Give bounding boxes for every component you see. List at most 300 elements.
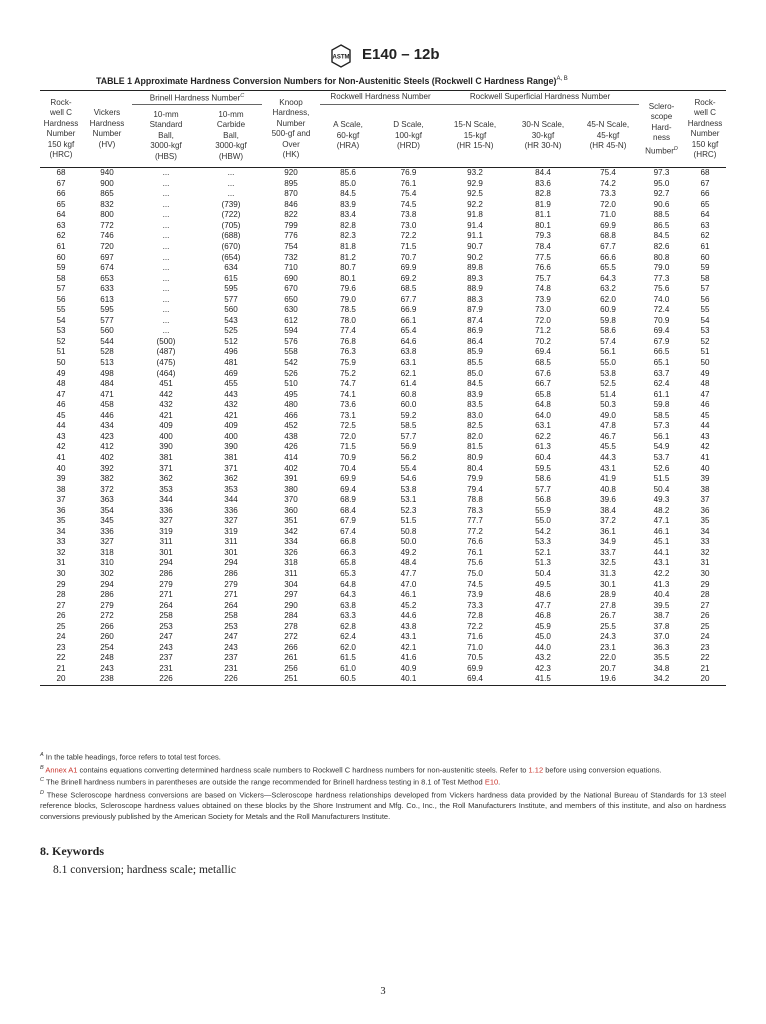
table-cell: 53.8	[400, 484, 417, 494]
table-cell: 65.4	[400, 326, 417, 336]
table-row	[40, 601, 726, 612]
table-cell: 304	[284, 579, 298, 589]
table-cell: 62.2	[535, 431, 551, 441]
table-cell: 78.3	[467, 505, 483, 515]
table-cell: 75.9	[340, 358, 356, 368]
table-cell: 345	[100, 516, 114, 526]
table-cell: 87.4	[467, 315, 483, 325]
table-cell: 70.9	[340, 452, 356, 462]
table-cell: 371	[159, 463, 173, 473]
table-cell: 47.1	[653, 516, 670, 526]
table-cell: 46	[700, 400, 710, 410]
table-cell: 832	[100, 199, 114, 209]
table-cell: 258	[159, 611, 173, 621]
table-cell: 76.1	[400, 178, 417, 188]
table-cell: 57	[56, 284, 66, 294]
table-cell: 264	[159, 600, 173, 610]
table-cell: 91.1	[467, 231, 483, 241]
table-cell: 920	[284, 168, 298, 178]
table-cell: 31	[56, 558, 66, 568]
table-cell: 66.7	[535, 379, 551, 389]
table-cell: 79.0	[340, 294, 356, 304]
table-cell: 21	[56, 663, 66, 673]
table-cell: 390	[159, 442, 173, 452]
table-cell: 290	[284, 600, 298, 610]
table-cell: 41.6	[400, 653, 417, 663]
table-cell: 52.5	[600, 379, 616, 389]
table-cell: 30.1	[600, 579, 616, 589]
table-row	[40, 643, 726, 654]
table-cell: 32.5	[600, 558, 616, 568]
table-cell: 74.5	[400, 199, 417, 209]
table-row	[40, 400, 726, 411]
table-cell: 58.5	[400, 421, 417, 431]
table-cell: 577	[224, 294, 238, 304]
table-row	[40, 664, 726, 675]
group-header-brinell: Brinell Hardness Number$^C$	[132, 91, 262, 105]
table-cell: 44.6	[400, 611, 417, 621]
table-row	[40, 580, 726, 591]
table-cell: ...	[162, 326, 170, 336]
table-cell: 51.3	[535, 558, 551, 568]
table-cell: 87.9	[467, 305, 483, 315]
table-row	[40, 253, 726, 264]
table-cell: 56.2	[400, 452, 417, 462]
table-cell: 89.8	[467, 263, 483, 273]
table-cell: 54.2	[535, 526, 551, 536]
table-cell: 27.8	[600, 600, 616, 610]
table-cell: 48	[56, 379, 66, 389]
table-cell: 278	[284, 621, 298, 631]
table-cell: 48.2	[653, 505, 670, 515]
table-cell: 243	[224, 642, 238, 652]
table-cell: 60	[700, 252, 710, 262]
col-header-hr45n: 45-N Scale, 45-kgf (HR 45-N)	[577, 105, 639, 168]
table-cell: 279	[224, 579, 238, 589]
table-cell: 80.8	[653, 252, 670, 262]
table-cell: 79.3	[535, 231, 551, 241]
table-cell: 40	[700, 463, 710, 473]
table-cell: 61.5	[340, 653, 356, 663]
table-cell: 560	[224, 305, 238, 315]
table-cell: 20.7	[600, 663, 616, 673]
table-cell: 294	[224, 558, 238, 568]
table-cell: (722)	[221, 210, 241, 220]
table-cell: 253	[224, 621, 238, 631]
table-cell: 82.3	[340, 231, 356, 241]
table-cell: 84.5	[653, 231, 670, 241]
table-cell: 92.9	[467, 178, 483, 188]
table-cell: 543	[224, 315, 238, 325]
table-cell: 34	[56, 526, 66, 536]
table-row	[40, 411, 726, 422]
table-cell: 595	[100, 305, 114, 315]
table-cell: 49.5	[535, 579, 551, 589]
table-cell: 481	[224, 358, 238, 368]
table-cell: 58.5	[653, 410, 670, 420]
table-row	[40, 242, 726, 253]
table-cell: 42.3	[535, 663, 551, 673]
table-cell: 47.7	[535, 600, 551, 610]
table-cell: (688)	[221, 231, 241, 241]
table-cell: 60	[56, 252, 66, 262]
table-cell: 247	[159, 632, 173, 642]
table-cell: 58.6	[600, 326, 616, 336]
table-title: TABLE 1 Approximate Hardness Conversion Numbers for Non-Austenitic Steels (Rockwell C Hardness Range)$^{A, B}$	[96, 76, 568, 86]
table-cell: 354	[100, 505, 114, 515]
table-cell: 39	[700, 474, 710, 484]
table-cell: 451	[159, 379, 173, 389]
table-cell: 43.2	[535, 653, 551, 663]
table-cell: 526	[284, 368, 298, 378]
table-cell: 64	[56, 210, 66, 220]
table-cell: 40.8	[600, 484, 616, 494]
table-cell: 35	[700, 516, 710, 526]
table-cell: 69.4	[340, 484, 356, 494]
table-cell: 90.6	[653, 199, 670, 209]
table-cell: 615	[224, 273, 238, 283]
table-cell: 353	[224, 484, 238, 494]
table-cell: 594	[284, 326, 298, 336]
table-cell: 56.9	[400, 442, 417, 452]
table-cell: 77.3	[653, 273, 670, 283]
table-cell: 776	[284, 231, 298, 241]
table-cell: 60.4	[535, 452, 551, 462]
table-cell: 69.2	[400, 273, 417, 283]
table-cell: 83.9	[340, 199, 356, 209]
table-cell: 66	[56, 189, 66, 199]
table-cell: 57.3	[653, 421, 670, 431]
table-cell: 870	[284, 189, 298, 199]
table-cell: 52.6	[653, 463, 670, 473]
table-cell: 28	[56, 590, 66, 600]
table-cell: 67.9	[653, 336, 670, 346]
table-cell: 50	[56, 358, 66, 368]
table-cell: 402	[100, 452, 114, 462]
table-cell: (500)	[156, 336, 176, 346]
table-cell: 56.1	[600, 347, 616, 357]
table-cell: 63	[700, 220, 710, 230]
table-cell: 71.5	[400, 242, 417, 252]
group-header-superficial: Rockwell Superficial Hardness Number	[441, 91, 639, 105]
table-cell: 52.3	[400, 505, 417, 515]
table-cell: 81.9	[535, 199, 551, 209]
table-cell: 53	[56, 326, 66, 336]
table-cell: 75.2	[340, 368, 356, 378]
table-row	[40, 358, 726, 369]
table-cell: 62.4	[653, 379, 670, 389]
footnote-b: $^B$ Annex A1 contains equations converting determined hardness scale numbers to Rockwell C hardness numbers for non-austenitic steels. Refer to 1.12 before using conversion equations.	[40, 764, 662, 774]
table-cell: 266	[284, 642, 298, 652]
table-cell: 75.4	[400, 189, 417, 199]
table-cell: 498	[100, 368, 114, 378]
table-cell: ...	[162, 294, 170, 304]
table-cell: 67	[700, 178, 710, 188]
table-cell: 612	[284, 315, 298, 325]
annex-a1-link[interactable]: Annex A1	[45, 765, 78, 774]
table-cell: 49	[56, 368, 66, 378]
table-cell: 69.4	[653, 326, 670, 336]
table-cell: 74.8	[535, 284, 551, 294]
section-1-12-link[interactable]: 1.12	[528, 765, 544, 774]
table-cell: 78.8	[467, 495, 483, 505]
table-cell: 73.1	[340, 410, 356, 420]
table-cell: 336	[224, 505, 238, 515]
table-cell: ...	[162, 199, 170, 209]
table-cell: 74.1	[340, 389, 356, 399]
table-cell: 69.9	[400, 263, 417, 273]
table-row	[40, 537, 726, 548]
table-cell: 558	[284, 347, 298, 357]
table-cell: 46	[56, 400, 66, 410]
table-cell: 272	[100, 611, 114, 621]
table-body	[40, 168, 726, 686]
table-cell: 53.7	[653, 452, 670, 462]
table-cell: 44.1	[653, 547, 670, 557]
table-cell: 67.6	[535, 368, 551, 378]
table-cell: ...	[162, 305, 170, 315]
table-cell: 746	[100, 231, 114, 241]
table-cell: 900	[100, 178, 114, 188]
table-cell: 55.0	[600, 358, 616, 368]
table-cell: ...	[227, 178, 235, 188]
col-header-hbs: 10-mm Standard Ball, 3000-kgf (HBS)	[132, 105, 200, 168]
table-row	[40, 390, 726, 401]
table-cell: 254	[100, 642, 114, 652]
table-cell: 301	[224, 547, 238, 557]
table-cell: 327	[159, 516, 173, 526]
table-cell: 71.5	[340, 442, 356, 452]
table-cell: 68.9	[340, 495, 356, 505]
table-cell: 286	[100, 590, 114, 600]
table-cell: 49	[700, 368, 710, 378]
table-cell: 353	[159, 484, 173, 494]
table-cell: 442	[159, 389, 173, 399]
table-row	[40, 611, 726, 622]
table-cell: 25	[700, 621, 710, 631]
table-cell: 528	[100, 347, 114, 357]
table-cell: 63	[56, 220, 66, 230]
table-cell: 73.3	[467, 600, 483, 610]
col-header-hr30n: 30-N Scale, 30-kgf (HR 30-N)	[509, 105, 577, 168]
table-cell: 63.1	[535, 421, 551, 431]
table-cell: 97.3	[653, 168, 670, 178]
table-cell: 61.1	[653, 389, 670, 399]
table-cell: 73.0	[535, 305, 551, 315]
table-cell: 47	[700, 389, 710, 399]
table-cell: 47.7	[400, 568, 417, 578]
table-cell: 61.0	[340, 663, 356, 673]
table-cell: 243	[100, 663, 114, 673]
table-cell: 434	[100, 421, 114, 431]
table-cell: 34	[700, 526, 710, 536]
table-cell: 318	[284, 558, 298, 568]
table-cell: 52.1	[535, 547, 551, 557]
table-cell: 443	[224, 389, 238, 399]
table-cell: 22	[700, 653, 710, 663]
table-cell: 49.0	[600, 410, 616, 420]
table-cell: 70.5	[467, 653, 483, 663]
keywords-heading: 8. Keywords	[40, 844, 104, 858]
table-cell: 42	[56, 442, 66, 452]
table-cell: 67	[56, 178, 66, 188]
table-cell: 39.6	[600, 495, 616, 505]
table-cell: 351	[284, 516, 298, 526]
table-cell: 39.5	[653, 600, 670, 610]
table-cell: 940	[100, 168, 114, 178]
table-cell: 53.1	[400, 495, 417, 505]
col-header-hr15n: 15-N Scale, 15-kgf (HR 15-N)	[441, 105, 509, 168]
table-cell: 45.1	[653, 537, 670, 547]
table-cell: 72.8	[467, 611, 483, 621]
e10-link[interactable]: E10	[484, 777, 499, 787]
table-cell: 37.8	[653, 621, 670, 631]
table-cell: 33	[700, 537, 710, 547]
table-cell: ...	[162, 168, 170, 178]
table-cell: 22.0	[600, 653, 616, 663]
table-cell: 480	[284, 400, 298, 410]
table-cell: 327	[100, 537, 114, 547]
table-cell: 36.1	[600, 526, 616, 536]
table-cell: 40.9	[400, 663, 417, 673]
document-header	[0, 44, 766, 70]
table-row	[40, 653, 726, 664]
table-cell: ...	[162, 231, 170, 241]
table-cell: 68	[56, 168, 66, 178]
table-cell: 77.5	[535, 252, 551, 262]
table-row	[40, 516, 726, 527]
table-cell: 83.9	[467, 389, 483, 399]
table-cell: 48.6	[535, 590, 551, 600]
table-cell: 83.4	[340, 210, 356, 220]
table-cell: ...	[162, 252, 170, 262]
table-cell: 70.2	[535, 336, 551, 346]
table-cell: 73.9	[467, 590, 483, 600]
table-cell: 30	[700, 568, 710, 578]
table-cell: 294	[100, 579, 114, 589]
table-cell: 66.1	[400, 315, 417, 325]
table-cell: 544	[100, 336, 114, 346]
table-cell: 59.2	[400, 410, 417, 420]
table-cell: 23	[700, 642, 710, 652]
col-header-hra: A Scale, 60-kgf (HRA)	[320, 105, 376, 168]
table-cell: 43.1	[600, 463, 616, 473]
table-cell: 40	[56, 463, 66, 473]
table-cell: 73.6	[340, 400, 356, 410]
table-cell: 60.8	[400, 389, 417, 399]
table-cell: 327	[224, 516, 238, 526]
table-cell: 23	[56, 642, 66, 652]
col-header-hrc: Rock- well C Hardness Number 150 kgf (HRC)	[40, 91, 82, 168]
table-cell: 80.9	[467, 452, 483, 462]
table-cell: 57.7	[535, 484, 551, 494]
table-cell: 66	[700, 189, 710, 199]
table-cell: 381	[224, 452, 238, 462]
table-cell: 59	[56, 263, 66, 273]
table-cell: 409	[224, 421, 238, 431]
table-cell: 54.9	[653, 442, 670, 452]
table-cell: 84.5	[467, 379, 483, 389]
table-cell: 72.2	[467, 621, 483, 631]
table-cell: ...	[162, 210, 170, 220]
table-cell: 400	[224, 431, 238, 441]
table-cell: 24	[700, 632, 710, 642]
table-cell: 45.5	[600, 442, 616, 452]
table-cell: 71.0	[600, 210, 616, 220]
table-cell: 88.9	[467, 284, 483, 294]
table-cell: 47.8	[600, 421, 616, 431]
table-cell: 71.0	[467, 642, 483, 652]
table-cell: 67.4	[340, 526, 356, 536]
table-cell: 344	[224, 495, 238, 505]
table-row	[40, 632, 726, 643]
table-cell: 72.0	[340, 431, 356, 441]
table-cell: (739)	[221, 199, 241, 209]
table-cell: 634	[224, 263, 238, 273]
table-row	[40, 274, 726, 285]
table-cell: 381	[159, 452, 173, 462]
table-cell: 301	[159, 547, 173, 557]
table-row	[40, 189, 726, 200]
table-cell: 65	[56, 199, 66, 209]
table-cell: 71.6	[467, 632, 483, 642]
table-row	[40, 569, 726, 580]
page-number: 3	[380, 986, 386, 997]
table-cell: 20	[40, 674, 82, 685]
table-cell: (705)	[221, 220, 241, 230]
table-cell: 21	[700, 663, 710, 673]
table-cell: 41.3	[653, 579, 670, 589]
table-cell: 53.3	[535, 537, 551, 547]
table-row	[40, 200, 726, 211]
svg-text:ASTM: ASTM	[332, 54, 350, 61]
table-cell: 79.6	[340, 284, 356, 294]
table-cell: 85.9	[467, 347, 483, 357]
table-cell: 66.6	[600, 252, 616, 262]
table-cell: 226	[132, 674, 200, 685]
table-cell: 69.9	[600, 220, 616, 230]
table-cell: 45.9	[535, 621, 551, 631]
table-cell: 46.1	[653, 526, 670, 536]
table-cell: 90.2	[467, 252, 483, 262]
table-cell: 402	[284, 463, 298, 473]
table-cell: 72.0	[600, 199, 616, 209]
table-cell: 248	[100, 653, 114, 663]
table-cell: ...	[162, 242, 170, 252]
table-cell: (475)	[156, 358, 176, 368]
table-cell: 231	[159, 663, 173, 673]
table-cell: 63.8	[340, 600, 356, 610]
table-cell: 88.3	[467, 294, 483, 304]
table-cell: 91.4	[467, 220, 483, 230]
table-cell: 46.1	[400, 590, 417, 600]
table-cell: 75.7	[535, 273, 551, 283]
table-cell: 279	[100, 600, 114, 610]
table-cell: 83.5	[467, 400, 483, 410]
table-cell: 65.8	[535, 389, 551, 399]
table-cell: 226	[200, 674, 262, 685]
table-cell: 484	[100, 379, 114, 389]
table-cell: 26.7	[600, 611, 616, 621]
table-cell: 231	[224, 663, 238, 673]
table-cell: 37.0	[653, 632, 670, 642]
table-cell: 37	[56, 495, 66, 505]
table-cell: 76.3	[340, 347, 356, 357]
table-cell: ...	[227, 189, 235, 199]
table-cell: 237	[159, 653, 173, 663]
table-cell: 86.4	[467, 336, 483, 346]
table-cell: 75.4	[600, 168, 616, 178]
